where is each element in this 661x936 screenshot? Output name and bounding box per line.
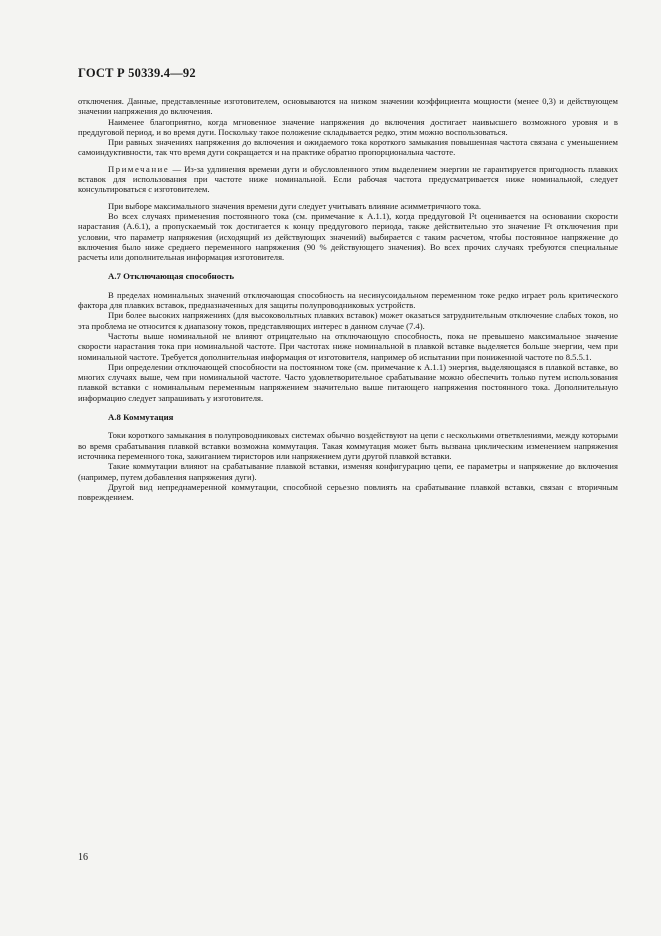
paragraph: Такие коммутации влияют на срабатывание плавкой вставки, изменяя конфигурацию цепи, ее параметры и напряжение до включения (например, путем добавления напряжения дуги). <box>78 461 618 482</box>
paragraph: В пределах номинальных значений отключающая способность на несинусоидальном переменном токе редко играет роль критического фактора для плавких вставок, предназначенных для защиты полупроводниковых устройств. <box>78 289 618 311</box>
paragraph: При более высоких напряжениях (для высоковольтных плавких вставок) может оказаться затруднительным отключение слабых токов, но эта проблема не относится к диапазону токов, представляющих интерес в данном случае (7.4). <box>78 310 618 331</box>
paragraph: При выборе максимального значения времени дуги следует учитывать влияние асимметричного тока. <box>108 200 482 211</box>
paragraph: отключения. Данные, представленные изготовителем, основываются на низком значении коэффициента мощности (менее 0,3) и действующем значении напряжения до включения. <box>78 96 618 117</box>
page-number: 16 <box>78 852 88 863</box>
paragraph: При равных значениях напряжения до включения и ожидаемого тока короткого замыкания повышенная частота связана с уменьшением самоиндуктивности, так что время дуги сокращается и на практике обратно пропорциональна частоте. <box>78 137 618 158</box>
section-title: А.8 Коммутация <box>108 412 174 423</box>
section-title: А.7 Отключающая способность <box>108 271 234 282</box>
note-label: Примечание <box>108 163 170 174</box>
document-body <box>78 96 618 502</box>
paragraph: При определении отключающей способности на постоянном токе (см. примечание к А.1.1) энергия, выделяющаяся в плавкой вставке, во многих случаях выше, чем при номинальной частоте. Часто удовлетворительное срабатывание можно обеспечить только путем использования плавкой вставки с номинальным переменным напряжением значительно выше питающего напряжения постоянного тока. Дополнительную информацию следует запрашивать у изготовителя. <box>78 361 618 403</box>
paragraph: Частоты выше номинальной не влияют отрицательно на отключающую способность, пока не превышено максимальное значение скорости нарастания тока при номинальной частоте. При частотах ниже номинальной в плавкой вставке выделяется больше энергии, чем при номинальной частоте. Требуется дополнительная информация от изготовителя, например об испытании при пониженной частоте по 8.5.5.1. <box>78 330 618 362</box>
paragraph: Другой вид непреднамеренной коммутации, способной серьезно повлиять на срабатывание плавкой вставки, связан с вторичным повреждением. <box>78 481 618 503</box>
note-paragraph <box>78 164 618 195</box>
note-text: — Из-за удлинения времени дуги и обусловленного этим выделением энергии не гарантируется пригодность плавких вставок для использования при частоте ниже номинальной. Если рабочая частота предусматривается ниже номинальной, следует консультироваться с изготовителем. <box>78 163 618 195</box>
paragraph: Токи короткого замыкания в полупроводниковых системах обычно воздействуют на цепи с несколькими ответвлениями, между которыми во время срабатывания плавкой вставки возможна коммутация. Такая коммутация может быть вызвана циклическим изменением напряжения источника переменного тока, зажиганием тиристоров или напряжением дуги другой плавкой вставки. <box>78 430 618 461</box>
document-header: ГОСТ Р 50339.4—92 <box>78 66 196 80</box>
paragraph: Наименее благоприятно, когда мгновенное значение напряжения до включения достигает наивысшего возможного уровня и в преддуговой период, и во время дуги. Поскольку такое положение складывается редко, этим можно воспользоваться. <box>78 116 618 137</box>
paragraph: Во всех случаях применения постоянного тока (см. примечание к А.1.1), когда преддуговой I²t оценивается на основании скорости нарастания (А.6.1), а пропускаемый ток достигается к концу преддугового периода, также действительно это значение I²t отключения при условии, что параметр напряжения (исходящий из действующих значений) выбирается с таким расчетом, чтобы постоянное напряжение до включения было ниже среднего переменного напряжения (90 % действующего значения). Во всех прочих случаях требуются специальные расчеты или дополнительная информация изготовителя. <box>78 210 618 263</box>
